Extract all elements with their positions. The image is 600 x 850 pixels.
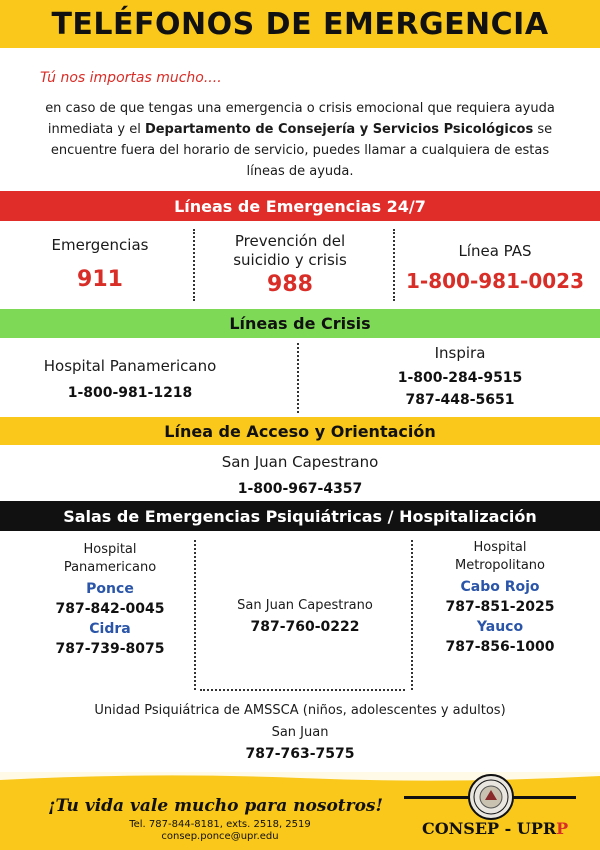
emergency-911-cell bbox=[20, 236, 180, 292]
inspira-number-1[interactable]: 1-800-284-9515 bbox=[397, 370, 523, 386]
hospital-panamericano-number[interactable]: 1-800-981-1218 bbox=[67, 385, 193, 401]
amssca-label: Unidad Psiquiátrica de AMSSCA (niños, adolescentes y adultos) bbox=[94, 703, 506, 718]
amssca-cell bbox=[30, 702, 570, 762]
access-header: Línea de Acceso y Orientación bbox=[0, 417, 600, 445]
emergency-label: Emergencias bbox=[51, 236, 149, 254]
intro-text bbox=[30, 98, 570, 182]
intro-text-2: se encuentre fuera del horario de servicio, puedes llamar a cualquiera de estas líneas de ayuda. bbox=[50, 122, 553, 179]
brand-main: CONSEP - UPR bbox=[422, 819, 557, 838]
site-cabo-rojo: Cabo Rojo bbox=[460, 579, 540, 595]
hospital-title-line-1: Hospital bbox=[83, 542, 137, 557]
inspira-label: Inspira bbox=[434, 344, 486, 362]
divider bbox=[411, 540, 413, 690]
title-bar bbox=[0, 0, 600, 48]
brand-accent: P bbox=[556, 819, 569, 838]
emergency-header: Líneas de Emergencias 24/7 bbox=[0, 191, 600, 221]
cabo-rojo-phone[interactable]: 787-851-2025 bbox=[445, 599, 555, 615]
inspira-number-2[interactable]: 787-448-5651 bbox=[405, 392, 515, 408]
amssca-phone[interactable]: 787-763-7575 bbox=[245, 746, 355, 762]
san-juan-capestrano-label: San Juan Capestrano bbox=[237, 598, 373, 613]
access-cell bbox=[150, 453, 450, 497]
site-cidra: Cidra bbox=[89, 621, 131, 637]
suicide-prevention-cell bbox=[210, 232, 370, 297]
department-name: Departamento de Consejería y Servicios Psicológicos bbox=[144, 122, 534, 137]
linea-pas-label: Línea PAS bbox=[458, 242, 532, 260]
san-juan-capestrano-er-cell bbox=[200, 597, 410, 635]
san-juan-capestrano-phone[interactable]: 787-760-0222 bbox=[250, 619, 360, 635]
access-label: San Juan Capestrano bbox=[221, 453, 379, 471]
contact-phone[interactable]: Tel. 787-844-8181, exts. 2518, 2519 bbox=[129, 819, 311, 830]
page-title: TELÉFONOS DE EMERGENCIA bbox=[51, 6, 549, 42]
divider bbox=[194, 540, 196, 690]
access-number[interactable]: 1-800-967-4357 bbox=[237, 481, 363, 497]
psych-header: Salas de Emergencias Psiquiátricas / Hospitalización bbox=[0, 501, 600, 531]
contact-info bbox=[120, 819, 320, 843]
ponce-phone[interactable]: 787-842-0045 bbox=[55, 601, 165, 617]
upr-seal-icon bbox=[468, 774, 514, 820]
contact-email[interactable]: consep.ponce@upr.edu bbox=[161, 831, 279, 842]
hospital-panamericano-label: Hospital Panamericano bbox=[43, 357, 217, 375]
divider bbox=[297, 343, 299, 413]
divider bbox=[393, 229, 395, 301]
hospital-panamericano-er-cell bbox=[40, 541, 180, 657]
yauco-phone[interactable]: 787-856-1000 bbox=[445, 639, 555, 655]
crisis-header: Líneas de Crisis bbox=[0, 309, 600, 338]
intro-lead: Tú nos importas mucho.... bbox=[40, 70, 222, 86]
brand-logo bbox=[422, 819, 568, 838]
amssca-city: San Juan bbox=[271, 725, 329, 740]
hospital-title-line-2: Panamericano bbox=[63, 560, 157, 575]
suicide-prevention-number[interactable]: 988 bbox=[267, 272, 313, 297]
divider bbox=[200, 689, 405, 691]
linea-pas-number[interactable]: 1-800-981-0023 bbox=[406, 269, 584, 293]
site-yauco: Yauco bbox=[476, 619, 524, 635]
intro-text-1: en caso de que tengas una emergencia o crisis emocional que requiera ayuda inmediata y el bbox=[45, 101, 555, 137]
divider bbox=[193, 229, 195, 301]
hospital-panamericano-crisis-cell bbox=[20, 357, 240, 401]
emergency-number[interactable]: 911 bbox=[77, 267, 123, 292]
slogan: ¡Tu vida vale mucho para nosotros! bbox=[48, 796, 383, 816]
site-ponce: Ponce bbox=[86, 581, 134, 597]
seal-graphic bbox=[472, 778, 510, 816]
hospital-title-line-1: Hospital bbox=[473, 540, 527, 555]
suicide-prevention-label: Prevención del suicidio y crisis bbox=[233, 232, 347, 269]
inspira-cell bbox=[350, 344, 570, 408]
hospital-title-line-2: Metropolitano bbox=[454, 558, 545, 573]
hospital-metropolitano-er-cell bbox=[420, 539, 580, 655]
linea-pas-cell bbox=[400, 242, 590, 293]
cidra-phone[interactable]: 787-739-8075 bbox=[55, 641, 165, 657]
